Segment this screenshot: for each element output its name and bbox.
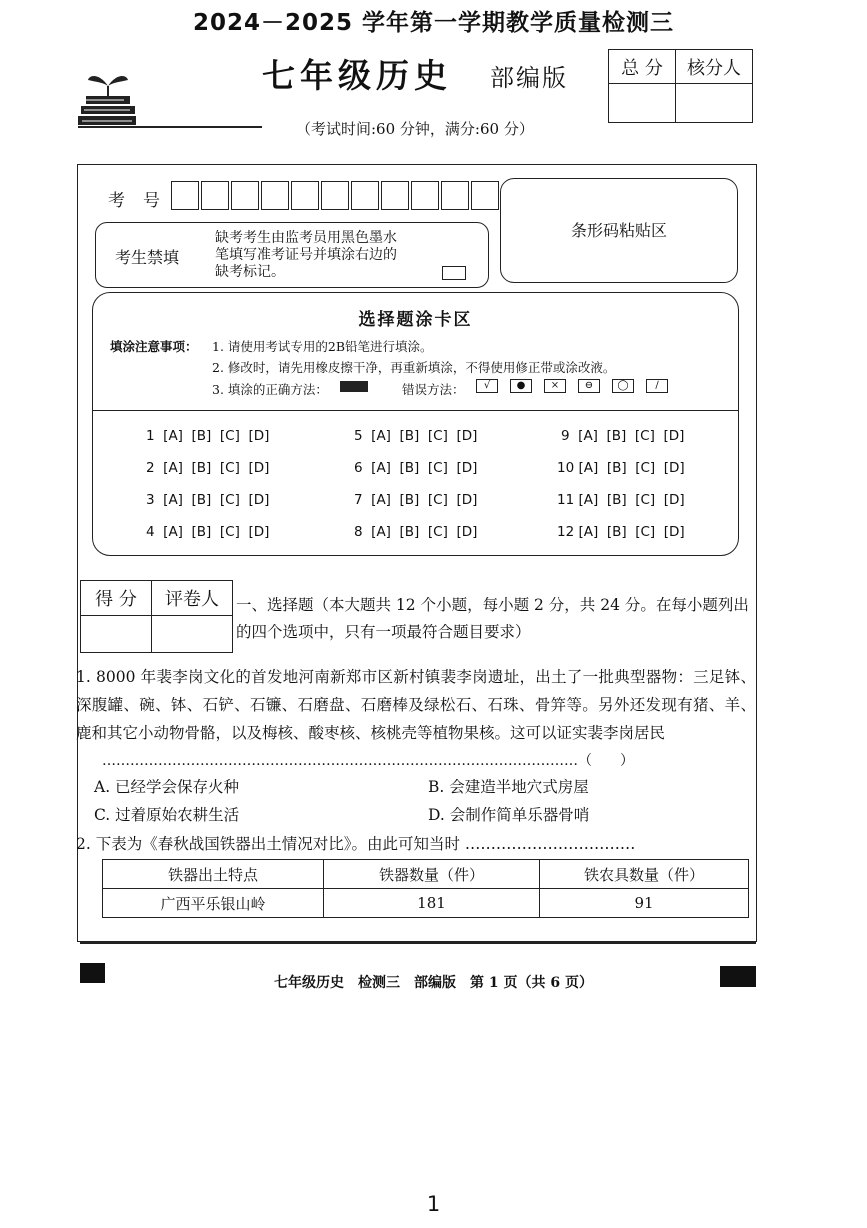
checker-cell[interactable] (676, 84, 753, 123)
subject-title: 七年级历史 (262, 56, 452, 95)
id-digit-box[interactable] (321, 181, 349, 210)
title-underline (78, 126, 262, 128)
id-digit-box[interactable] (351, 181, 379, 210)
bubble-row-q10[interactable]: 10 [A] [B] [C] [D] (557, 460, 685, 476)
note-line: 3. 填涂的正确方法： (212, 382, 328, 397)
choice-answer-area (92, 292, 739, 556)
bubble-row-q7[interactable]: 7 [A] [B] [C] [D] (354, 492, 478, 508)
bubble-row-q4[interactable]: 4 [A] [B] [C] [D] (146, 524, 270, 540)
id-digit-box[interactable] (441, 181, 469, 210)
page-footer: 七年级历史 检测三 部编版 第 1 页（共 6 页） (274, 975, 593, 991)
total-score-table (608, 49, 753, 123)
absent-line: 缺考标记。 (215, 264, 285, 280)
checker-header: 核分人 (676, 50, 753, 84)
section-title: 一、选择题（本大题共 12 个小题，每小题 2 分，共 24 分。在每小题列出的四个选项中，只有一项最符合题目要求） (236, 596, 749, 641)
table-row (103, 889, 749, 918)
wrong-mark-cross-icon: × (544, 379, 566, 393)
id-digit-box[interactable] (201, 181, 229, 210)
edition-label: 部编版 (490, 64, 568, 92)
id-digit-box[interactable] (171, 181, 199, 210)
bottom-divider (80, 942, 756, 944)
question-2-text: 2. 下表为《春秋战国铁器出土情况对比》。由此可知当时 …………………………… (76, 835, 636, 853)
bubble-row-q11[interactable]: 11 [A] [B] [C] [D] (557, 492, 685, 508)
choice-area-title: 选择题涂卡区 (358, 310, 473, 330)
section-score-header: 得 分 (81, 581, 152, 616)
table-header: 铁器出土特点 (103, 860, 324, 889)
wrong-mark-slash-icon: ∕ (646, 379, 668, 393)
note-line: 1. 请使用考试专用的2B铅笔进行填涂。 (212, 339, 433, 354)
book-plant-icon (78, 66, 138, 128)
total-score-cell[interactable] (609, 84, 676, 123)
bubble-row-q6[interactable]: 6 [A] [B] [C] [D] (354, 460, 478, 476)
wrong-method-label: 错误方法： (402, 382, 465, 397)
page-number: 1 (426, 1192, 441, 1216)
id-digit-box[interactable] (231, 181, 259, 210)
notes-label: 填涂注意事项： (110, 339, 198, 354)
exam-title: 2024－2025 学年第一学期教学质量检测三 (192, 10, 675, 36)
bubble-row-q1[interactable]: 1 [A] [B] [C] [D] (146, 428, 270, 444)
q1-option-d[interactable]: D. 会制作简单乐器骨哨 (428, 806, 590, 824)
table-cell: 181 (324, 889, 540, 918)
table-header: 铁农具数量（件） (540, 860, 749, 889)
iron-artifacts-table (102, 859, 749, 918)
choice-divider (93, 410, 738, 411)
id-digit-box[interactable] (411, 181, 439, 210)
section-score-table (80, 580, 233, 653)
grader-header: 评卷人 (152, 581, 233, 616)
q1-option-b[interactable]: B. 会建造半地穴式房屋 (428, 778, 589, 796)
table-header: 铁器数量（件） (324, 860, 540, 889)
note-line: 2. 修改时，请先用橡皮擦干净，再重新填涂，不得使用修正带或涂改液。 (212, 360, 616, 375)
exam-info: （考试时间:60 分钟，满分:60 分） (296, 120, 534, 138)
question-1-answer-dots: …………………………………………………………………………………………（ ） (102, 753, 634, 769)
absent-line: 缺考考生由监考员用黑色墨水 (215, 230, 397, 246)
wrong-mark-dot-icon: ● (510, 379, 532, 393)
q1-option-c[interactable]: C. 过着原始农耕生活 (94, 806, 240, 824)
table-cell: 91 (540, 889, 749, 918)
grader-cell[interactable] (152, 616, 233, 653)
bubble-row-q2[interactable]: 2 [A] [B] [C] [D] (146, 460, 270, 476)
id-digit-box[interactable] (291, 181, 319, 210)
section-score-cell[interactable] (81, 616, 152, 653)
bubble-row-q3[interactable]: 3 [A] [B] [C] [D] (146, 492, 270, 508)
question-1-text: 1. 8000 年裴李岗文化的首发地河南新郑市区新村镇裴李岗遗址，出土了一批典型器物：三足钵、深腹罐、碗、钵、石铲、石镰、石磨盘、石磨棒及绿松石、石珠、骨笄等。另外还发现有猪、羊、鹿和其它小动物骨骼，以及梅核、酸枣核、核桃壳等植物果核。这可以证实裴李岗居民 (76, 668, 756, 742)
barcode-label: 条形码粘贴区 (570, 221, 667, 240)
wrong-mark-dash-icon: ⊖ (578, 379, 600, 393)
id-digit-box[interactable] (471, 181, 499, 210)
q1-option-a[interactable]: A. 已经学会保存火种 (94, 778, 240, 796)
student-id-label: 考号 (108, 191, 178, 211)
wrong-mark-circle-icon: ◯ (612, 379, 634, 393)
absent-instructions (215, 230, 435, 281)
absent-label: 考生禁填 (115, 248, 180, 267)
bubble-row-q8[interactable]: 8 [A] [B] [C] [D] (354, 524, 478, 540)
table-cell: 广西平乐银山岭 (103, 889, 324, 918)
bubble-row-q5[interactable]: 5 [A] [B] [C] [D] (354, 428, 478, 444)
total-score-header: 总 分 (609, 50, 676, 84)
absent-line: 笔填写准考证号并填涂右边的 (215, 247, 397, 263)
student-id-boxes[interactable] (171, 181, 501, 210)
id-digit-box[interactable] (381, 181, 409, 210)
correct-mark-example (340, 381, 368, 392)
wrong-mark-check-icon: √ (476, 379, 498, 393)
id-digit-box[interactable] (261, 181, 289, 210)
bubble-row-q12[interactable]: 12 [A] [B] [C] [D] (557, 524, 685, 540)
bubble-row-q9[interactable]: 9 [A] [B] [C] [D] (561, 428, 685, 444)
absent-mark-box[interactable] (442, 266, 466, 280)
